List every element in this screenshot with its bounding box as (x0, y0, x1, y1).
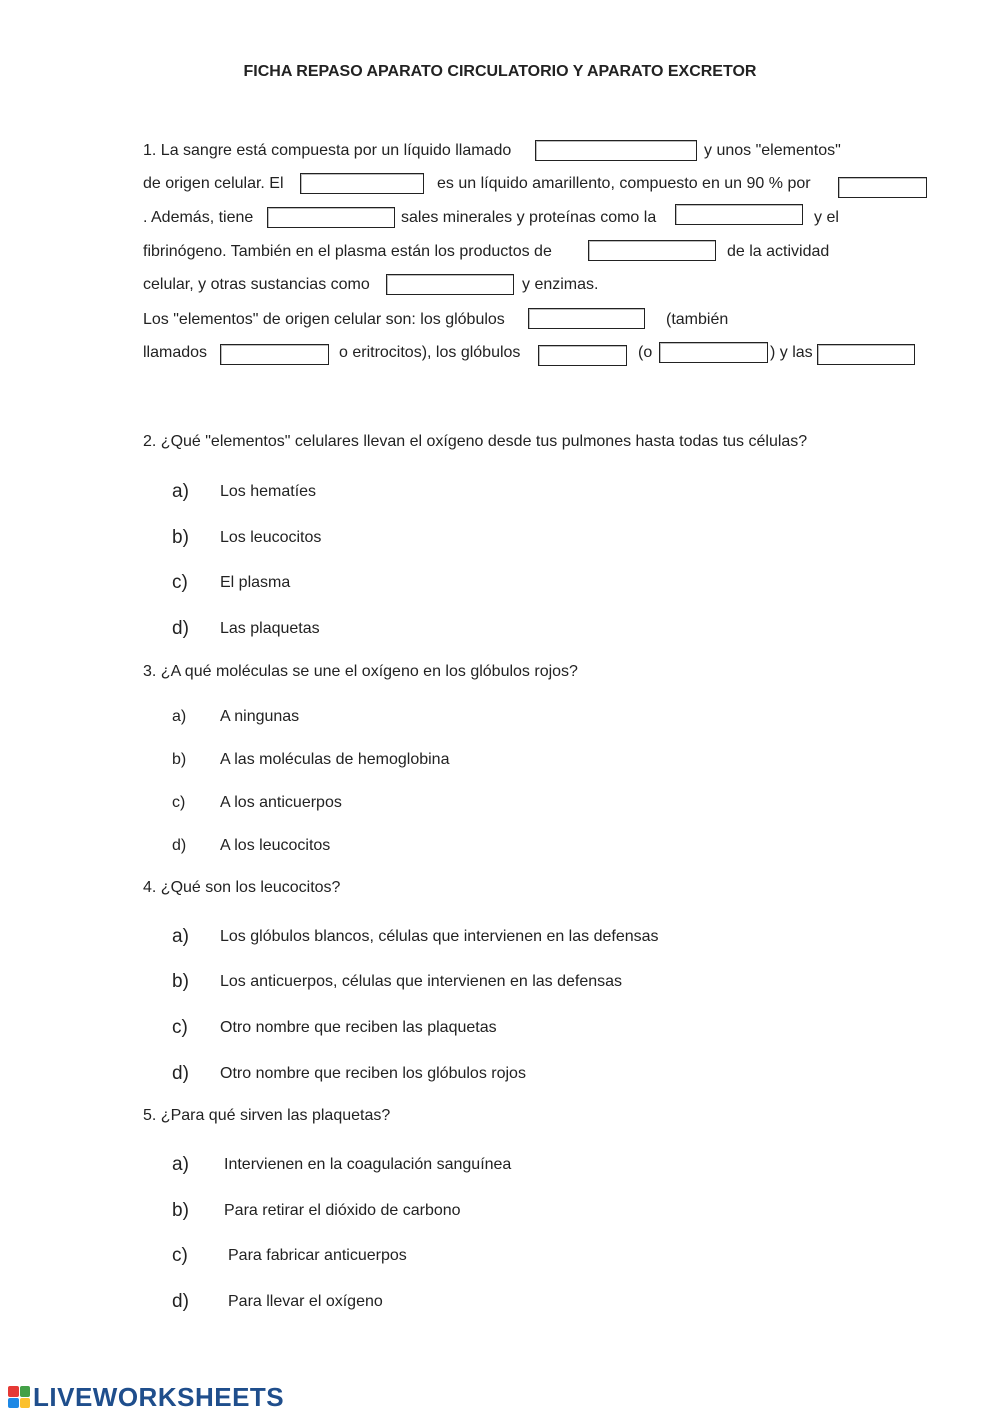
question-text: 4. ¿Qué son los leucocitos? (143, 879, 341, 896)
option-letter: b) (172, 527, 189, 548)
q1-text: 1. La sangre está compuesta por un líquido llamado (143, 142, 512, 159)
option-text: Otro nombre que reciben las plaquetas (220, 1019, 497, 1036)
option-text: Los anticuerpos, células que intervienen en las defensas (220, 973, 623, 990)
option-text: Intervienen en la coagulación sanguínea (224, 1156, 512, 1173)
q1-text: Los "elementos" de origen celular son: los glóbulos (143, 311, 505, 328)
question-text: 2. ¿Qué "elementos" celulares llevan el oxígeno desde tus pulmones hasta todas tus células? (143, 433, 808, 450)
option-text: Los glóbulos blancos, células que intervienen en las defensas (220, 928, 659, 945)
blank-10[interactable] (538, 345, 627, 366)
question-text: 5. ¿Para qué sirven las plaquetas? (143, 1107, 391, 1124)
option-text: Los leucocitos (220, 529, 322, 546)
option-letter: b) (172, 971, 189, 992)
q1-text: llamados (143, 344, 208, 361)
blank-8[interactable] (528, 308, 645, 329)
q1-text: o eritrocitos), los glóbulos (339, 344, 521, 361)
logo-mark-icon (8, 1386, 30, 1408)
blank-1[interactable] (535, 140, 697, 161)
option-letter: b) (172, 751, 187, 768)
q1-text: y enzimas. (522, 276, 599, 293)
q1-text: de la actividad (727, 243, 830, 260)
option-text: Para fabricar anticuerpos (228, 1247, 407, 1264)
option-letter: a) (172, 926, 189, 947)
q1-text: sales minerales y proteínas como la (401, 209, 657, 226)
blank-2[interactable] (300, 173, 424, 194)
option-text: Para llevar el oxígeno (228, 1293, 383, 1310)
liveworksheets-logo (8, 1383, 284, 1411)
option-letter: c) (172, 1245, 188, 1266)
option-letter: c) (172, 794, 186, 811)
q1-text: . Además, tiene (143, 209, 254, 226)
q1-text: de origen celular. El (143, 175, 284, 192)
blank-11[interactable] (659, 342, 768, 363)
worksheet-title: FICHA REPASO APARATO CIRCULATORIO Y APARATO EXCRETOR (243, 63, 757, 80)
blank-4[interactable] (267, 207, 395, 228)
blank-9[interactable] (220, 344, 329, 365)
option-letter: a) (172, 481, 189, 502)
option-letter: c) (172, 1017, 188, 1038)
option-letter: d) (172, 837, 187, 854)
q1-text: ) y las (770, 344, 813, 361)
blank-3[interactable] (838, 177, 927, 198)
option-text: A los leucocitos (220, 837, 331, 854)
question-text: 3. ¿A qué moléculas se une el oxígeno en los glóbulos rojos? (143, 663, 578, 680)
logo-text: LIVEWORKSHEETS (33, 1382, 285, 1412)
option-text: Para retirar el dióxido de carbono (224, 1202, 461, 1219)
option-text: Los hematíes (220, 483, 317, 500)
option-text: A ningunas (220, 708, 300, 725)
option-letter: a) (172, 708, 187, 725)
option-letter: c) (172, 572, 188, 593)
q1-text: y el (814, 209, 839, 226)
option-text: El plasma (220, 574, 291, 591)
option-letter: a) (172, 1154, 189, 1175)
blank-6[interactable] (588, 240, 716, 261)
blank-7[interactable] (386, 274, 514, 295)
option-text: A las moléculas de hemoglobina (220, 751, 450, 768)
option-text: Las plaquetas (220, 620, 320, 637)
q1-text: fibrinógeno. También en el plasma están los productos de (143, 243, 552, 260)
q1-text: (o (638, 344, 653, 361)
blank-5[interactable] (675, 204, 803, 225)
option-text: Otro nombre que reciben los glóbulos rojos (220, 1065, 526, 1082)
option-letter: d) (172, 1291, 189, 1312)
q1-text: celular, y otras sustancias como (143, 276, 370, 293)
blank-12[interactable] (817, 344, 915, 365)
q1-text: y unos "elementos" (704, 142, 841, 159)
option-letter: d) (172, 618, 189, 639)
q1-text: es un líquido amarillento, compuesto en un 90 % por (437, 175, 811, 192)
q1-text: (también (666, 311, 729, 328)
option-letter: d) (172, 1063, 189, 1084)
option-letter: b) (172, 1200, 189, 1221)
option-text: A los anticuerpos (220, 794, 342, 811)
